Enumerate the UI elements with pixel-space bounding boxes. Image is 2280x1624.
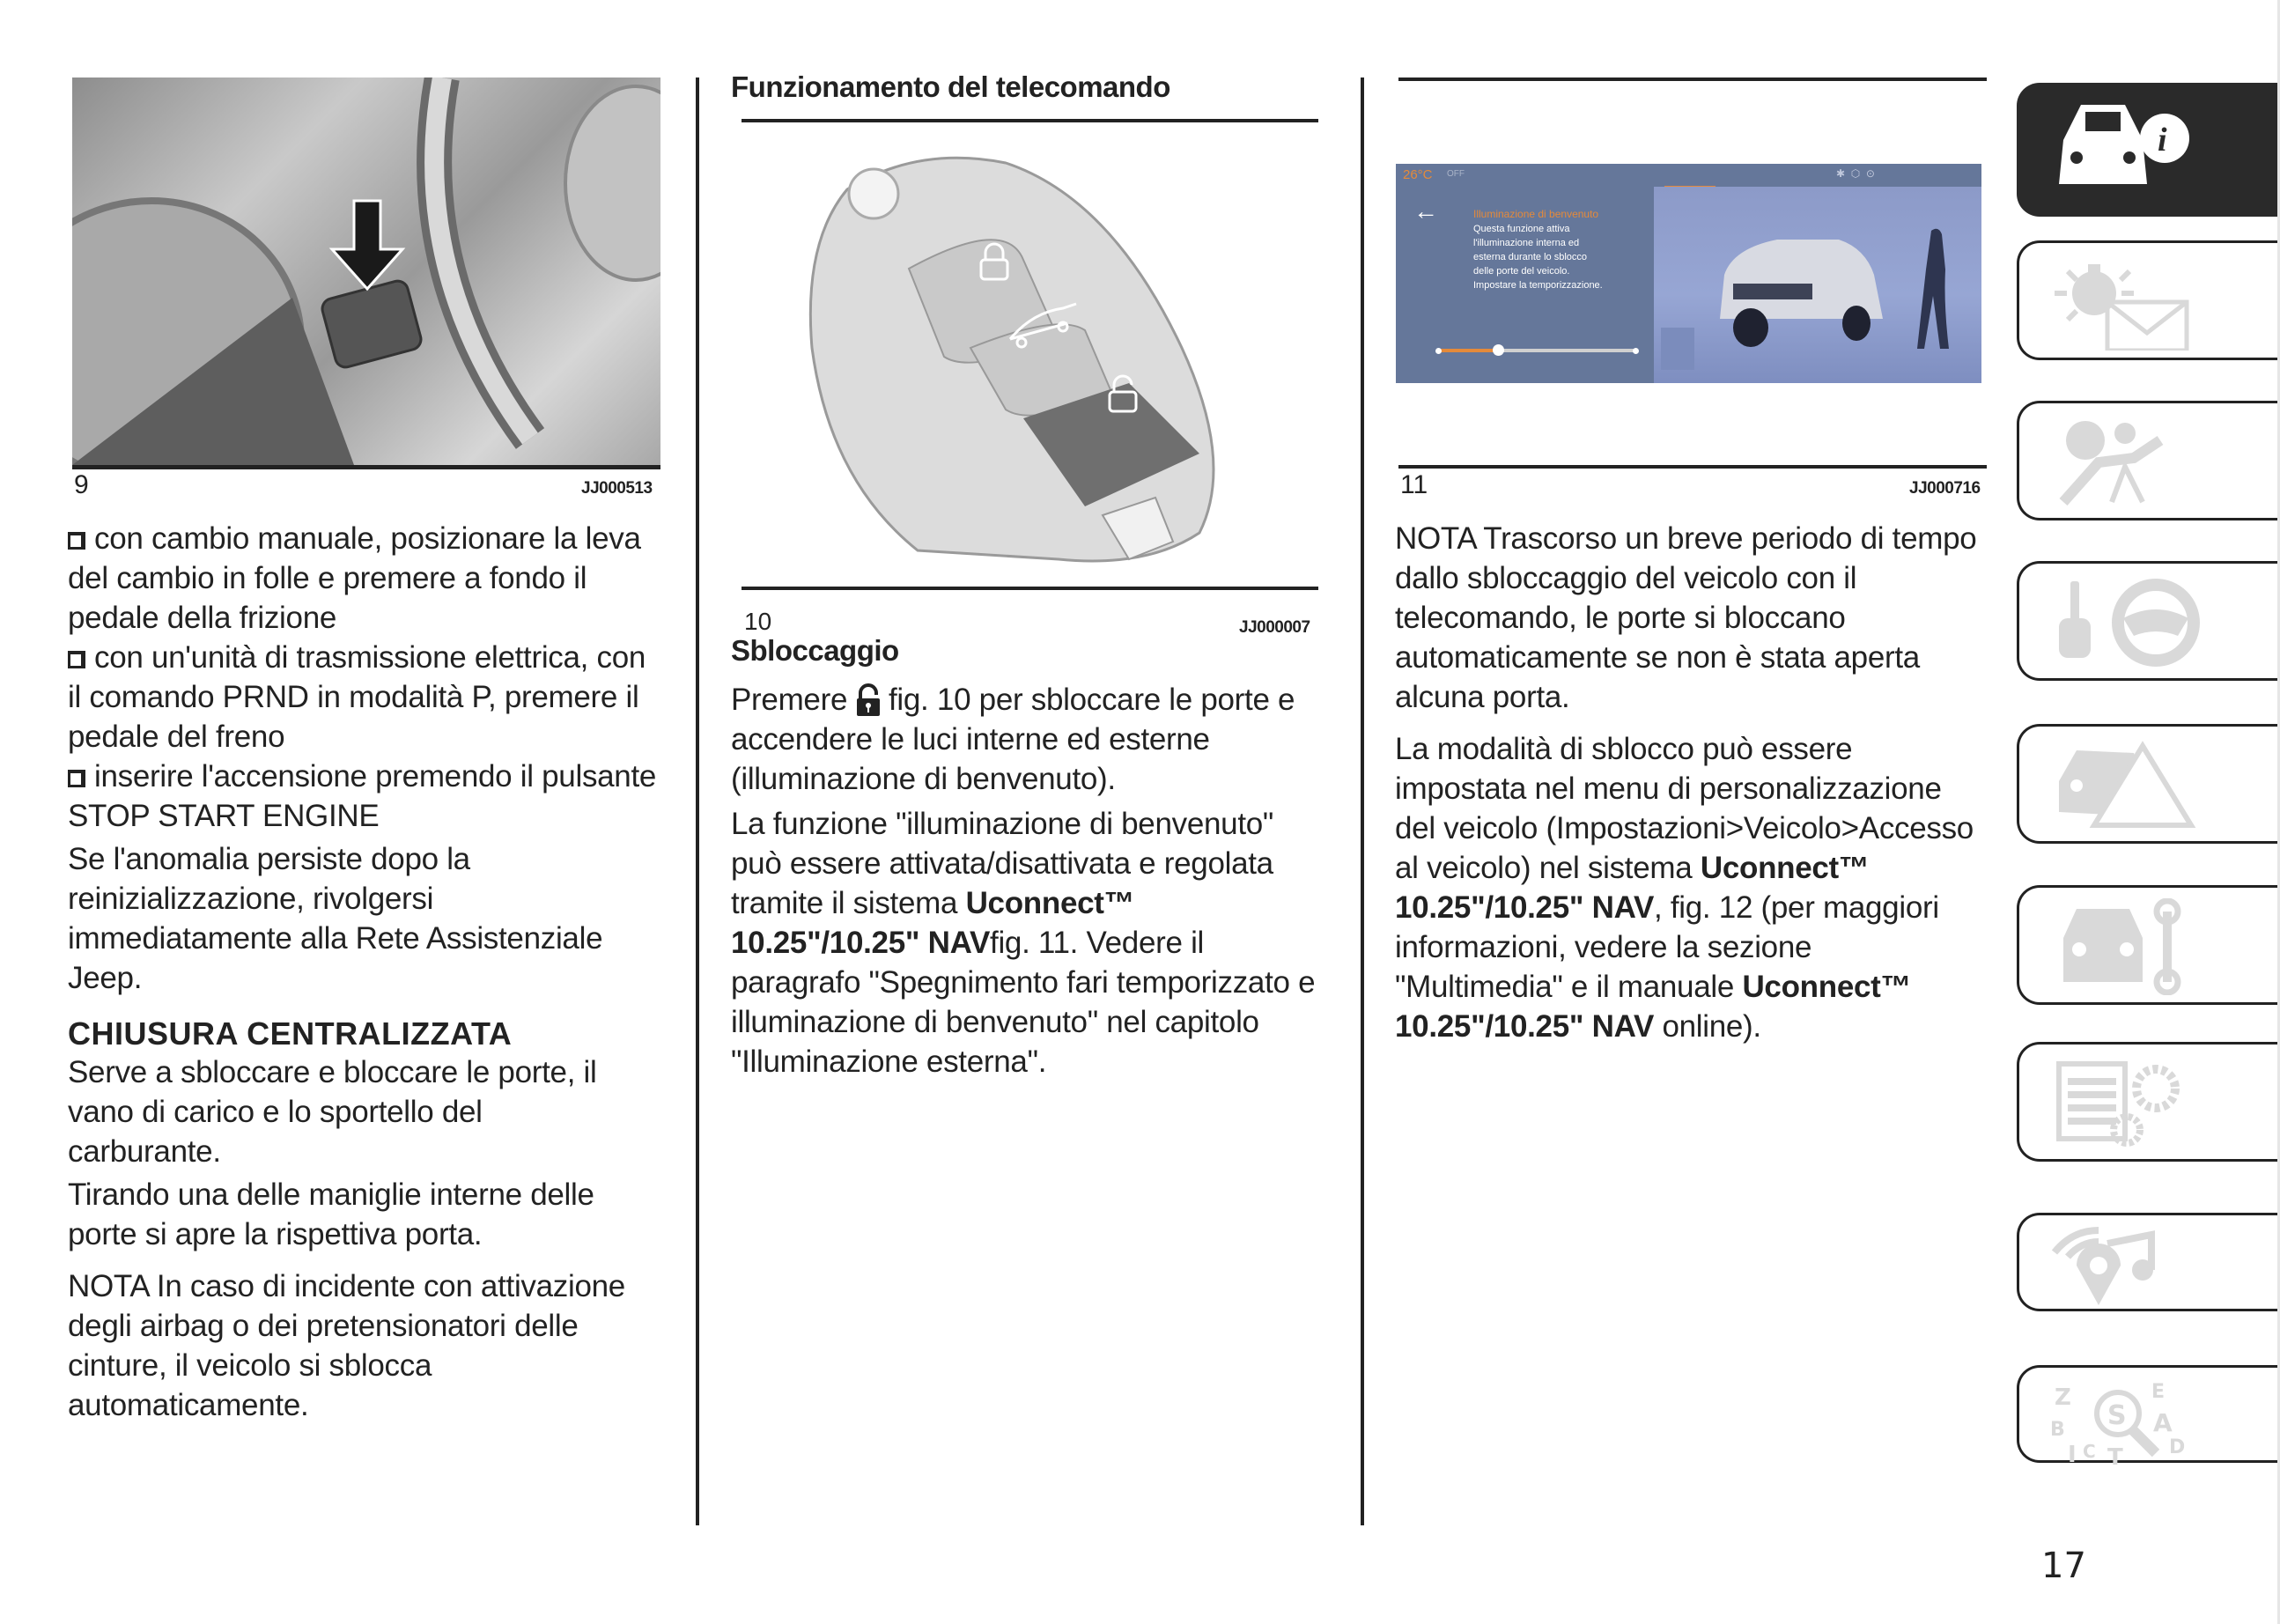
slider-thumb[interactable] bbox=[1493, 344, 1504, 356]
anomaly-paragraph: Se l'anomalia persiste dopo la reinizializzazione, rivolgersi immediatamente alla Rete Assistenziale Jeep. bbox=[68, 842, 603, 995]
dashboard-illustration bbox=[72, 78, 660, 465]
uconnect-product-name: Uconnect™ 10.25"/10.25" NAV bbox=[1395, 851, 1870, 925]
status-icons bbox=[1836, 167, 1875, 180]
column-3-text bbox=[1395, 519, 1985, 1046]
tab-index[interactable] bbox=[2017, 1365, 2280, 1466]
svg-text:I: I bbox=[2068, 1442, 2077, 1466]
figure-11-top-rule bbox=[1398, 78, 1987, 81]
figure-9-number: 9 bbox=[74, 470, 89, 499]
svg-text:T: T bbox=[2107, 1444, 2123, 1466]
tab-car-info[interactable] bbox=[2017, 83, 2280, 217]
modalita-paragraph: La modalità di sblocco può essere impostata nel menu di personalizzazione del veicolo (Impostazioni>Veicolo>Accesso al veicolo) nel sistema Uconnect™ 10.25"/10.25" NAV, fig. 12 (per maggiori informazioni, vedere la sezione "Multimedia" e il manuale Uconnect™ 10.25"/10.25" NAV online). bbox=[1395, 732, 1974, 1044]
temperature-readout: 26°C bbox=[1403, 167, 1433, 182]
slider-end-dot bbox=[1633, 348, 1639, 354]
tab-dashboard-lights[interactable] bbox=[2017, 240, 2280, 360]
checkbox-bullet-icon bbox=[68, 770, 85, 787]
svg-text:D: D bbox=[2169, 1436, 2186, 1458]
vehicle-photo bbox=[1654, 187, 1981, 383]
multimedia-icon bbox=[2046, 1226, 2222, 1314]
svg-text:Z: Z bbox=[2055, 1384, 2071, 1411]
svg-text:B: B bbox=[2050, 1419, 2065, 1441]
car-info-icon bbox=[2046, 96, 2222, 202]
infotainment-screen bbox=[1396, 164, 1981, 383]
figure-11-bottom-rule bbox=[1398, 465, 1987, 469]
uconnect-product-name: Uconnect™ 10.25"/10.25" NAV bbox=[1395, 970, 1912, 1044]
figure-9-image bbox=[72, 78, 660, 465]
column-divider bbox=[696, 78, 699, 1525]
airbag-seat-icon bbox=[2046, 414, 2222, 511]
column-divider bbox=[1361, 78, 1364, 1525]
timing-slider[interactable] bbox=[1438, 348, 1636, 353]
figure-10-code: JJ000007 bbox=[1239, 618, 1310, 637]
car-warning-triangle-icon bbox=[2046, 737, 2222, 834]
tab-starting-driving[interactable] bbox=[2017, 561, 2280, 681]
nota-paragraph: NOTA Trascorso un breve periodo di tempo dallo sbloccaggio del veicolo con il telecomando, le porte si bloccano automaticamente se non è stata aperta alcuna porta. bbox=[1395, 521, 1977, 714]
unlock-padlock-icon bbox=[856, 683, 881, 717]
serve-paragraph: Serve a sbloccare e bloccare le porte, il vano di carico e lo sportello del carburante. bbox=[68, 1055, 597, 1169]
subheading-sbloccaggio: Sbloccaggio bbox=[731, 634, 899, 667]
uconnect-product-name: Uconnect™ 10.25"/10.25" NAV bbox=[731, 886, 1135, 960]
section-title-chiusura: CHIUSURA CENTRALIZZATA bbox=[68, 1015, 513, 1052]
dashboard-light-message-icon bbox=[2046, 254, 2222, 351]
screen-description: Questa funzione attiva l'illuminazione interna ed esterna durante lo sblocco delle porte del veicolo. Impostare la temporizzazione. bbox=[1473, 224, 1603, 291]
specs-gears-icon bbox=[2046, 1055, 2222, 1152]
checkbox-bullet-icon bbox=[68, 651, 85, 668]
svg-text:E: E bbox=[2151, 1381, 2166, 1403]
tab-maintenance[interactable] bbox=[2017, 885, 2280, 1005]
svg-text:S: S bbox=[2107, 1400, 2127, 1431]
location-icon: ⊙ bbox=[1865, 167, 1875, 180]
figure-11-code: JJ000716 bbox=[1909, 479, 1981, 498]
svg-text:A: A bbox=[2153, 1408, 2173, 1437]
column-1-text bbox=[68, 519, 667, 1425]
heading-funzionamento: Funzionamento del telecomando bbox=[731, 70, 1170, 103]
bullet-item: con un'unità di trasmissione elettrica, con il comando PRND in modalità P, premere il pedale del freno bbox=[68, 640, 646, 754]
column-2-text bbox=[731, 680, 1330, 1081]
svg-text:C: C bbox=[2083, 1441, 2096, 1462]
tab-safety[interactable] bbox=[2017, 401, 2280, 520]
key-steering-wheel-icon bbox=[2046, 574, 2222, 671]
tab-technical-data[interactable] bbox=[2017, 1042, 2280, 1162]
figure-10-image bbox=[742, 128, 1318, 581]
key-fob-illustration bbox=[742, 128, 1318, 581]
figure-10-bottom-rule bbox=[742, 587, 1318, 590]
figure-9-code: JJ000513 bbox=[581, 479, 653, 498]
lock-button-icon bbox=[1661, 328, 1694, 370]
4g-icon: ⬡ bbox=[1850, 167, 1861, 180]
screen-title: Illuminazione di benvenuto bbox=[1473, 208, 1599, 220]
checkbox-bullet-icon bbox=[68, 532, 85, 550]
slider-fill bbox=[1438, 349, 1498, 352]
figure-9-rule bbox=[72, 465, 660, 469]
car-wrench-icon bbox=[2046, 898, 2222, 995]
bullet-item: con cambio manuale, posizionare la leva del cambio in folle e premere a fondo il pedale della frizione bbox=[68, 521, 641, 635]
figure-11-number: 11 bbox=[1400, 470, 1428, 499]
svg-text:i: i bbox=[2158, 122, 2167, 159]
bluetooth-icon: ✱ bbox=[1836, 167, 1846, 180]
figure-10-top-rule bbox=[742, 119, 1318, 122]
figure-10-number: 10 bbox=[744, 608, 772, 635]
funzione-paragraph: La funzione "illuminazione di benvenuto" può essere attivata/disattivata e regolata tramite il sistema Uconnect™ 10.25"/10.25" NAVfig. 11. Vedere il paragrafo "Spegnimento fari temporizzato e illuminazione di benvenuto" nel capitolo "Illuminazione esterna". bbox=[731, 807, 1316, 1079]
tab-multimedia[interactable] bbox=[2017, 1213, 2280, 1311]
slider-end-dot bbox=[1435, 348, 1442, 354]
back-arrow-icon[interactable]: ← bbox=[1413, 197, 1438, 225]
arrow-down-icon bbox=[332, 201, 402, 289]
bullet-item: inserire l'accensione premendo il pulsante STOP START ENGINE bbox=[68, 759, 657, 833]
nota-paragraph: NOTA In caso di incidente con attivazione degli airbag o dei pretensionatori delle cinture, il veicolo si sblocca automaticamente. bbox=[68, 1269, 625, 1422]
page-number: 17 bbox=[2041, 1546, 2086, 1586]
index-search-icon bbox=[2046, 1378, 2222, 1466]
tirando-paragraph: Tirando una delle maniglie interne delle porte si apre la rispettiva porta. bbox=[68, 1177, 594, 1251]
premere-paragraph: Premere fig. 10 per sbloccare le porte e accendere le luci interne ed esterne (illuminazione di benvenuto). bbox=[731, 683, 1295, 796]
climate-status: OFF bbox=[1447, 169, 1465, 179]
tab-emergency[interactable] bbox=[2017, 724, 2280, 844]
